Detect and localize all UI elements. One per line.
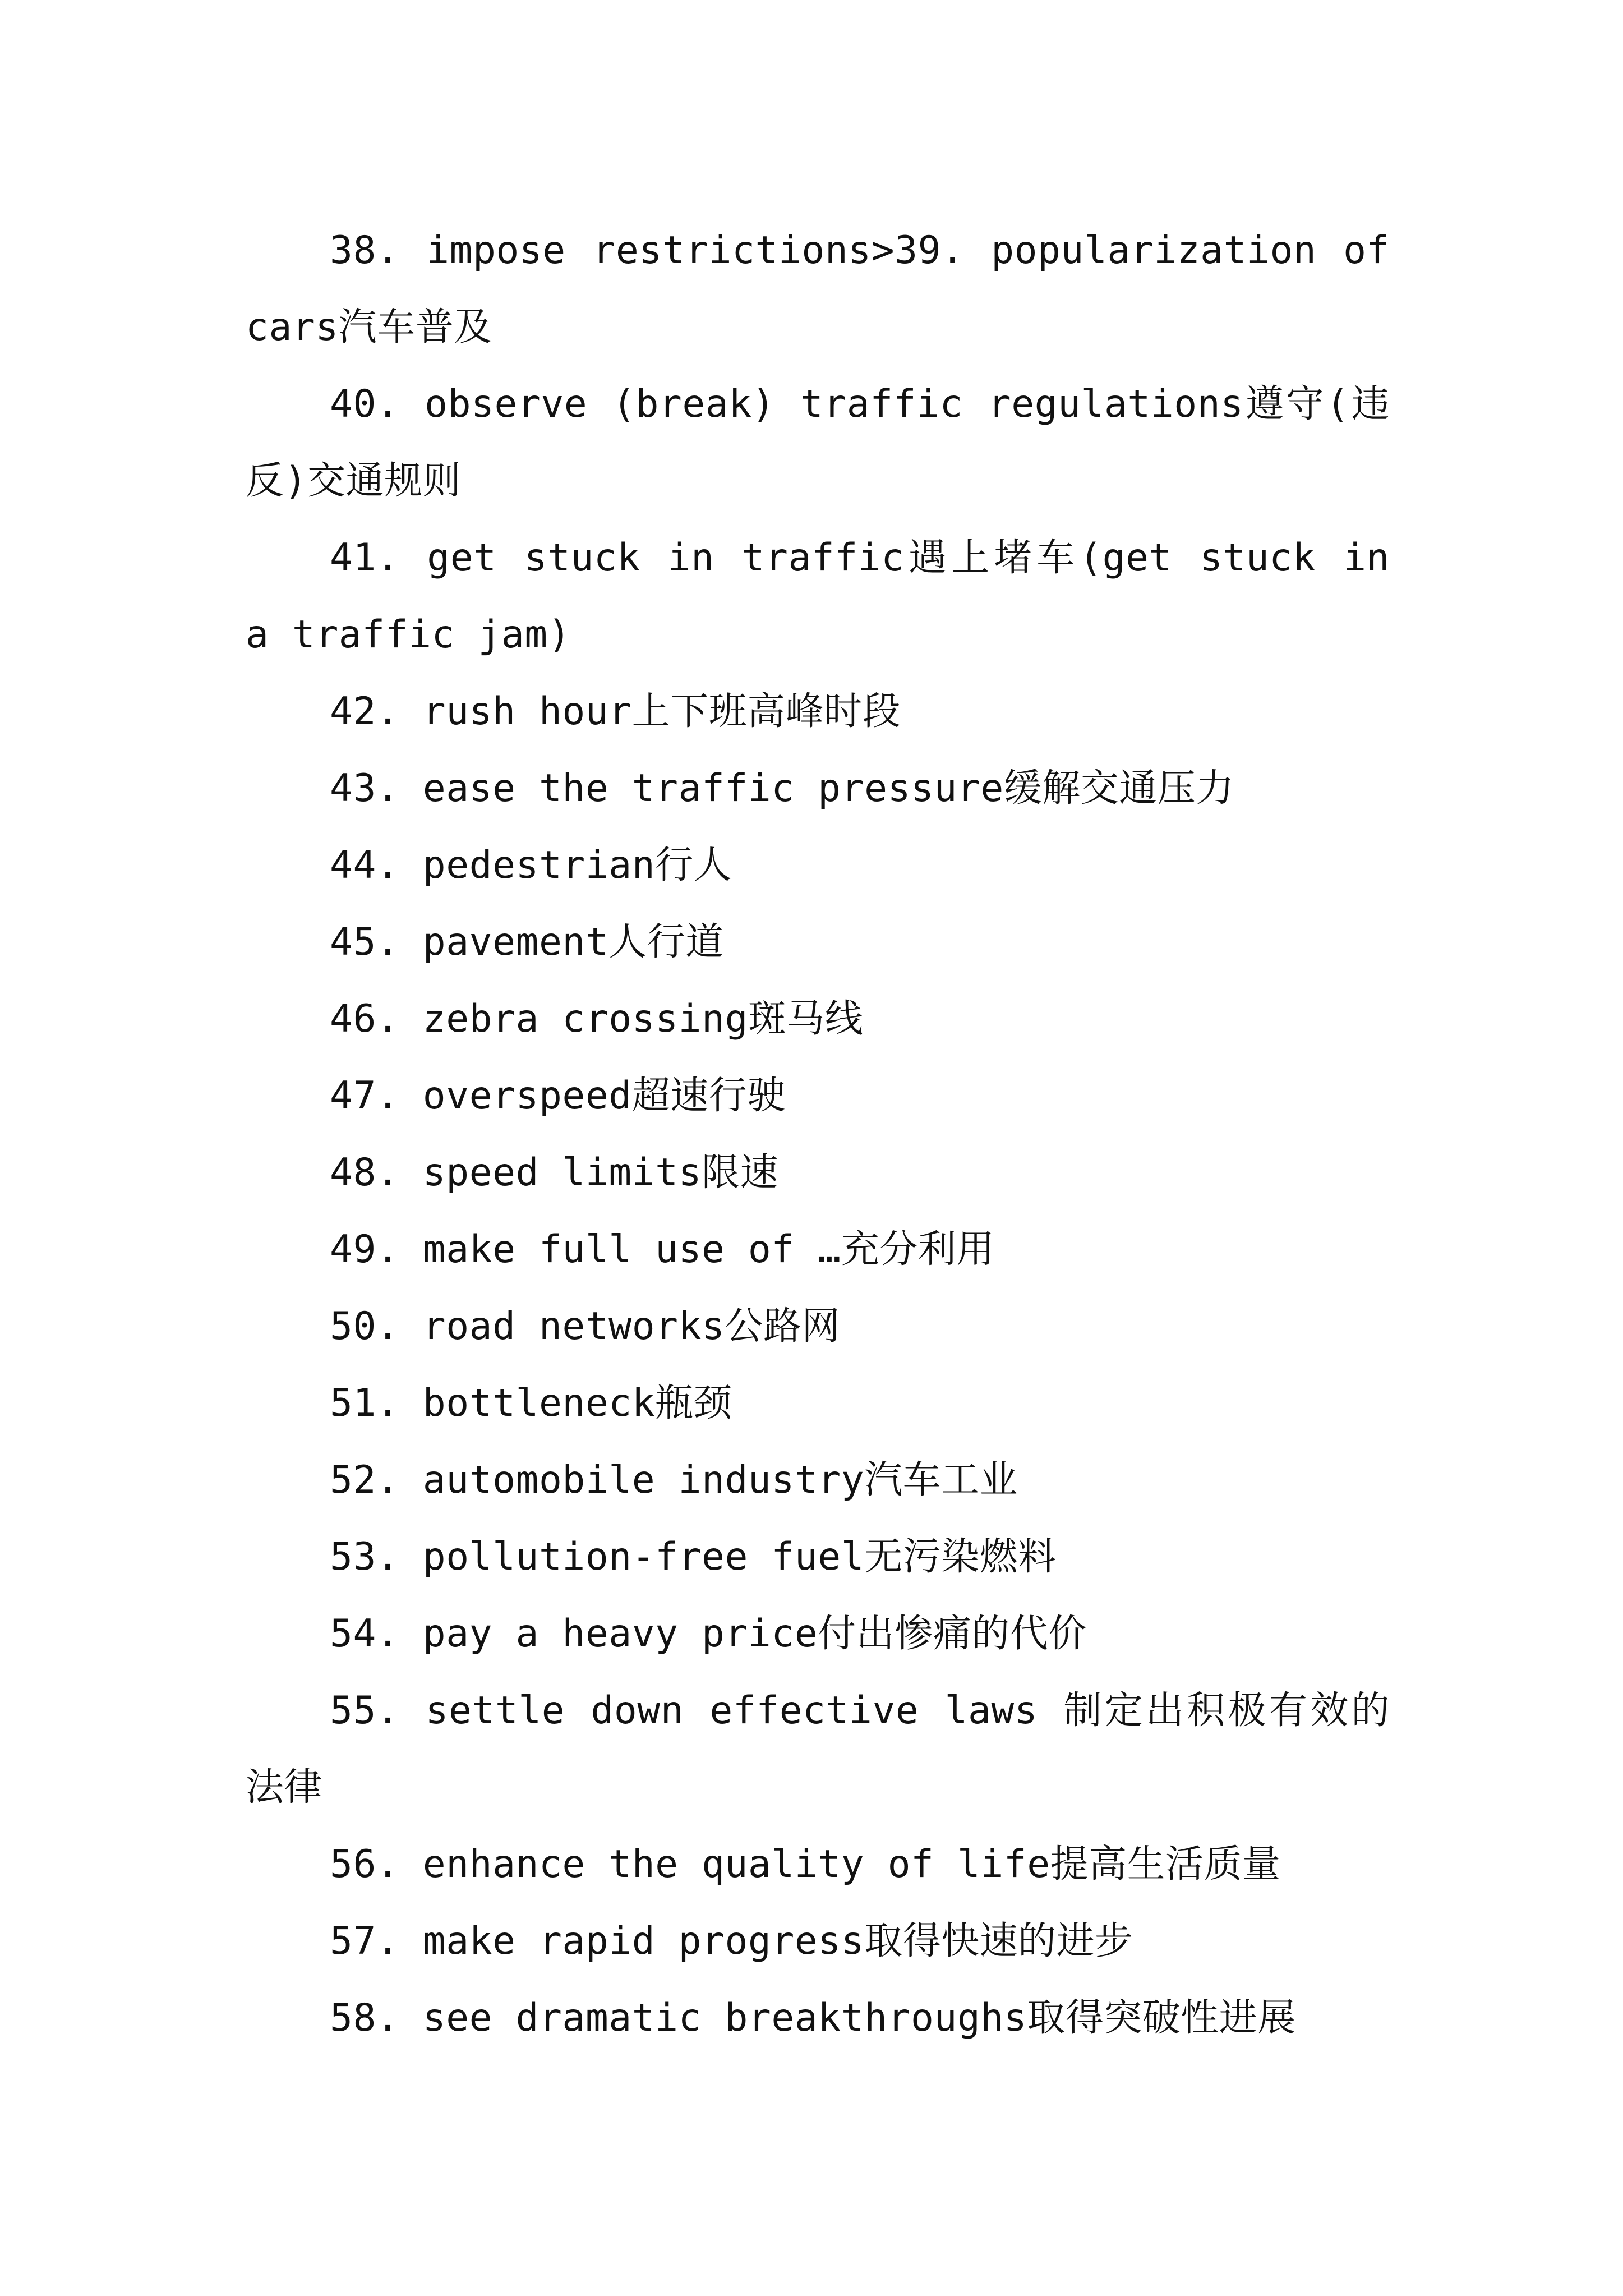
item-text: pay a heavy price付出惨痛的代价	[422, 1612, 1087, 1656]
vocabulary-list	[246, 212, 1390, 2056]
list-item	[246, 1903, 1390, 1980]
list-item	[246, 904, 1390, 981]
item-text: settle down effective laws 制定出积极有效的法律	[246, 1688, 1390, 1810]
item-number: 42.	[330, 689, 400, 734]
list-item	[246, 1980, 1390, 2056]
list-item	[246, 1595, 1390, 1672]
item-number: 44.	[330, 843, 400, 887]
list-item	[246, 750, 1390, 827]
list-item	[246, 1057, 1390, 1134]
item-text: make rapid progress取得快速的进步	[422, 1919, 1133, 1963]
list-item	[246, 1211, 1390, 1288]
list-item	[246, 1442, 1390, 1519]
item-text: speed limits限速	[422, 1151, 779, 1195]
item-text: automobile industry汽车工业	[422, 1458, 1018, 1502]
item-number: 46.	[330, 997, 400, 1041]
item-text: impose restrictions>39. popularization of cars汽车普及	[246, 228, 1390, 349]
list-item	[246, 1826, 1390, 1903]
item-text: rush hour上下班高峰时段	[422, 689, 901, 734]
item-number: 50.	[330, 1304, 400, 1349]
item-text: zebra crossing斑马线	[422, 997, 864, 1041]
item-number: 58.	[330, 1996, 400, 2040]
list-item	[246, 1672, 1390, 1826]
item-number: 51.	[330, 1381, 400, 1425]
item-number: 55.	[330, 1688, 400, 1733]
item-text: see dramatic breakthroughs取得突破性进展	[422, 1996, 1296, 2040]
item-number: 45.	[330, 920, 400, 964]
list-item	[246, 981, 1390, 1057]
list-item	[246, 673, 1390, 750]
item-number: 47.	[330, 1074, 400, 1118]
list-item	[246, 212, 1390, 366]
item-text: enhance the quality of life提高生活质量	[422, 1842, 1281, 1887]
list-item	[246, 366, 1390, 519]
item-number: 41.	[330, 536, 400, 580]
item-number: 54.	[330, 1612, 400, 1656]
item-number: 57.	[330, 1919, 400, 1963]
list-item	[246, 1519, 1390, 1595]
item-number: 38.	[330, 228, 400, 273]
item-number: 56.	[330, 1842, 400, 1887]
item-number: 48.	[330, 1151, 400, 1195]
item-number: 52.	[330, 1458, 400, 1502]
item-text: bottleneck瓶颈	[422, 1381, 732, 1425]
list-item	[246, 827, 1390, 904]
list-item	[246, 519, 1390, 673]
item-text: ease the traffic pressure缓解交通压力	[422, 766, 1234, 811]
item-text: overspeed超速行驶	[422, 1074, 786, 1118]
item-text: pavement人行道	[422, 920, 724, 964]
list-item	[246, 1134, 1390, 1211]
list-item	[246, 1288, 1390, 1365]
item-text: pedestrian行人	[422, 843, 732, 887]
item-text: observe (break) traffic regulations遵守(违反)交通规则	[246, 382, 1390, 503]
item-text: pollution-free fuel无污染燃料	[422, 1535, 1057, 1579]
item-number: 43.	[330, 766, 400, 811]
item-text: make full use of …充分利用	[422, 1227, 995, 1272]
list-item	[246, 1365, 1390, 1442]
item-number: 49.	[330, 1227, 400, 1272]
item-number: 40.	[330, 382, 400, 426]
item-text: get stuck in traffic遇上堵车(get stuck in a traffic jam)	[246, 536, 1390, 657]
item-number: 53.	[330, 1535, 400, 1579]
item-text: road networks公路网	[422, 1304, 840, 1349]
